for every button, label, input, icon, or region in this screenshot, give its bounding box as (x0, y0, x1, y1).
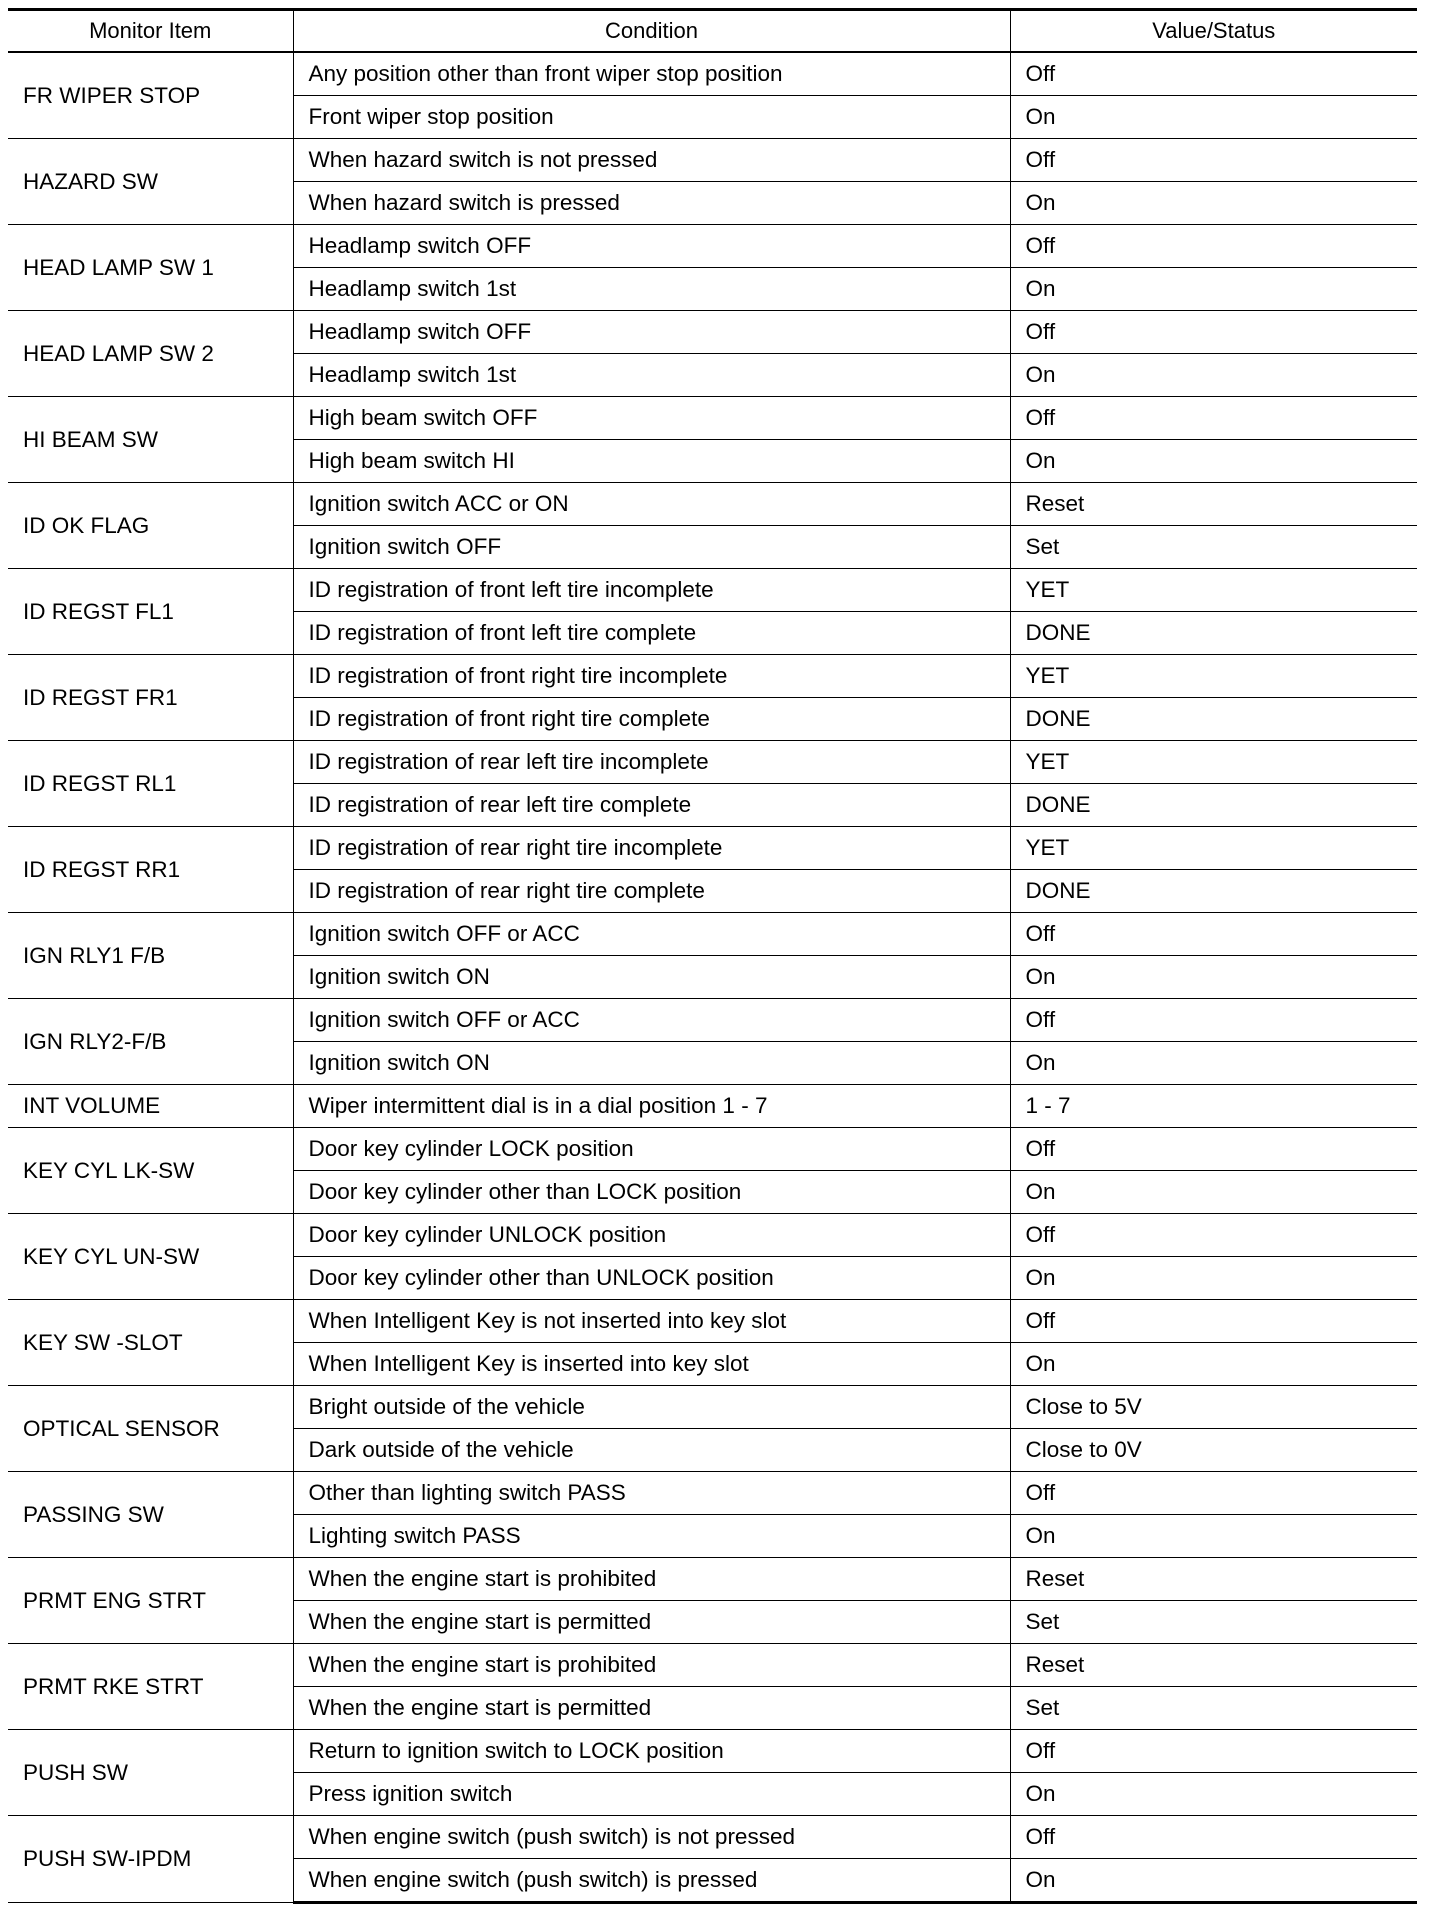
condition-cell: When hazard switch is pressed (293, 182, 1010, 225)
table-row (8, 1816, 1417, 1859)
condition-cell: Ignition switch OFF or ACC (293, 913, 1010, 956)
condition-cell: Front wiper stop position (293, 96, 1010, 139)
value-status-cell: Off (1010, 1214, 1417, 1257)
value-status-cell: Off (1010, 311, 1417, 354)
header-monitor-item: Monitor Item (8, 10, 293, 53)
value-status-cell: Off (1010, 1300, 1417, 1343)
header-condition: Condition (293, 10, 1010, 53)
value-status-cell: On (1010, 956, 1417, 999)
condition-cell: ID registration of rear left tire complete (293, 784, 1010, 827)
value-status-cell: Off (1010, 397, 1417, 440)
monitor-item-cell: ID REGST FL1 (8, 569, 293, 655)
value-status-cell: YET (1010, 827, 1417, 870)
monitor-item-table (8, 8, 1417, 1904)
table-row (8, 1730, 1417, 1773)
condition-cell: When engine switch (push switch) is pressed (293, 1859, 1010, 1903)
monitor-item-cell: ID REGST RL1 (8, 741, 293, 827)
value-status-cell: Off (1010, 1128, 1417, 1171)
value-status-cell: On (1010, 1773, 1417, 1816)
value-status-cell: YET (1010, 741, 1417, 784)
monitor-item-cell: HEAD LAMP SW 2 (8, 311, 293, 397)
table-body (8, 52, 1417, 1903)
condition-cell: When Intelligent Key is inserted into key slot (293, 1343, 1010, 1386)
value-status-cell: Off (1010, 1730, 1417, 1773)
table-row (8, 1558, 1417, 1601)
value-status-cell: Close to 0V (1010, 1429, 1417, 1472)
condition-cell: ID registration of rear right tire complete (293, 870, 1010, 913)
condition-cell: ID registration of front left tire complete (293, 612, 1010, 655)
table-row (8, 397, 1417, 440)
table-row (8, 311, 1417, 354)
condition-cell: Ignition switch OFF (293, 526, 1010, 569)
condition-cell: High beam switch OFF (293, 397, 1010, 440)
table-row (8, 1472, 1417, 1515)
condition-cell: ID registration of rear right tire incomplete (293, 827, 1010, 870)
table-header (8, 10, 1417, 53)
monitor-item-cell: ID REGST FR1 (8, 655, 293, 741)
monitor-item-cell: PRMT RKE STRT (8, 1644, 293, 1730)
monitor-item-cell: INT VOLUME (8, 1085, 293, 1128)
condition-cell: Headlamp switch 1st (293, 268, 1010, 311)
table-row (8, 655, 1417, 698)
value-status-cell: Off (1010, 999, 1417, 1042)
value-status-cell: Close to 5V (1010, 1386, 1417, 1429)
condition-cell: Ignition switch OFF or ACC (293, 999, 1010, 1042)
condition-cell: When the engine start is permitted (293, 1601, 1010, 1644)
condition-cell: Door key cylinder other than LOCK position (293, 1171, 1010, 1214)
table-row (8, 1214, 1417, 1257)
monitor-item-cell: PRMT ENG STRT (8, 1558, 293, 1644)
monitor-item-cell: HAZARD SW (8, 139, 293, 225)
condition-cell: When the engine start is permitted (293, 1687, 1010, 1730)
condition-cell: When Intelligent Key is not inserted into key slot (293, 1300, 1010, 1343)
condition-cell: Ignition switch ON (293, 956, 1010, 999)
condition-cell: Dark outside of the vehicle (293, 1429, 1010, 1472)
condition-cell: Headlamp switch 1st (293, 354, 1010, 397)
value-status-cell: On (1010, 1515, 1417, 1558)
value-status-cell: DONE (1010, 698, 1417, 741)
value-status-cell: On (1010, 1859, 1417, 1903)
value-status-cell: Reset (1010, 1558, 1417, 1601)
monitor-item-cell: KEY CYL UN-SW (8, 1214, 293, 1300)
value-status-cell: DONE (1010, 612, 1417, 655)
value-status-cell: On (1010, 268, 1417, 311)
header-value-status: Value/Status (1010, 10, 1417, 53)
value-status-cell: Off (1010, 139, 1417, 182)
condition-cell: Lighting switch PASS (293, 1515, 1010, 1558)
condition-cell: Press ignition switch (293, 1773, 1010, 1816)
condition-cell: Ignition switch ACC or ON (293, 483, 1010, 526)
value-status-cell: Off (1010, 225, 1417, 268)
table-row (8, 827, 1417, 870)
monitor-item-cell: ID REGST RR1 (8, 827, 293, 913)
value-status-cell: Set (1010, 1601, 1417, 1644)
value-status-cell: On (1010, 182, 1417, 225)
value-status-cell: Off (1010, 1816, 1417, 1859)
monitor-item-cell: PASSING SW (8, 1472, 293, 1558)
table-row (8, 913, 1417, 956)
value-status-cell: Set (1010, 1687, 1417, 1730)
value-status-cell: 1 - 7 (1010, 1085, 1417, 1128)
condition-cell: When the engine start is prohibited (293, 1558, 1010, 1601)
value-status-cell: YET (1010, 655, 1417, 698)
monitor-item-cell: HEAD LAMP SW 1 (8, 225, 293, 311)
value-status-cell: On (1010, 1343, 1417, 1386)
condition-cell: Door key cylinder UNLOCK position (293, 1214, 1010, 1257)
monitor-item-cell: KEY CYL LK-SW (8, 1128, 293, 1214)
monitor-item-cell: PUSH SW-IPDM (8, 1816, 293, 1903)
table-row (8, 225, 1417, 268)
condition-cell: Any position other than front wiper stop position (293, 52, 1010, 96)
condition-cell: When the engine start is prohibited (293, 1644, 1010, 1687)
condition-cell: ID registration of front right tire incomplete (293, 655, 1010, 698)
value-status-cell: YET (1010, 569, 1417, 612)
value-status-cell: On (1010, 1171, 1417, 1214)
condition-cell: When hazard switch is not pressed (293, 139, 1010, 182)
value-status-cell: DONE (1010, 870, 1417, 913)
value-status-cell: On (1010, 354, 1417, 397)
table-row (8, 1386, 1417, 1429)
monitor-item-cell: IGN RLY1 F/B (8, 913, 293, 999)
value-status-cell: Off (1010, 1472, 1417, 1515)
value-status-cell: Reset (1010, 483, 1417, 526)
condition-cell: Wiper intermittent dial is in a dial position 1 - 7 (293, 1085, 1010, 1128)
condition-cell: Headlamp switch OFF (293, 225, 1010, 268)
table-row (8, 139, 1417, 182)
value-status-cell: On (1010, 1042, 1417, 1085)
table-row (8, 1085, 1417, 1128)
monitor-item-cell: OPTICAL SENSOR (8, 1386, 293, 1472)
monitor-item-cell: ID OK FLAG (8, 483, 293, 569)
value-status-cell: On (1010, 96, 1417, 139)
value-status-cell: Set (1010, 526, 1417, 569)
table-row (8, 569, 1417, 612)
value-status-cell: DONE (1010, 784, 1417, 827)
condition-cell: Door key cylinder other than UNLOCK position (293, 1257, 1010, 1300)
condition-cell: High beam switch HI (293, 440, 1010, 483)
monitor-item-cell: HI BEAM SW (8, 397, 293, 483)
condition-cell: Return to ignition switch to LOCK position (293, 1730, 1010, 1773)
value-status-cell: Reset (1010, 1644, 1417, 1687)
monitor-item-cell: FR WIPER STOP (8, 52, 293, 139)
condition-cell: When engine switch (push switch) is not pressed (293, 1816, 1010, 1859)
monitor-item-cell: PUSH SW (8, 1730, 293, 1816)
header-row (8, 10, 1417, 53)
condition-cell: Other than lighting switch PASS (293, 1472, 1010, 1515)
table-row (8, 52, 1417, 96)
table-row (8, 483, 1417, 526)
condition-cell: Headlamp switch OFF (293, 311, 1010, 354)
table-row (8, 1644, 1417, 1687)
table-row (8, 1128, 1417, 1171)
value-status-cell: Off (1010, 913, 1417, 956)
condition-cell: ID registration of front left tire incomplete (293, 569, 1010, 612)
table-row (8, 741, 1417, 784)
condition-cell: ID registration of rear left tire incomplete (293, 741, 1010, 784)
value-status-cell: On (1010, 1257, 1417, 1300)
condition-cell: Bright outside of the vehicle (293, 1386, 1010, 1429)
condition-cell: Door key cylinder LOCK position (293, 1128, 1010, 1171)
table-row (8, 999, 1417, 1042)
value-status-cell: On (1010, 440, 1417, 483)
value-status-cell: Off (1010, 52, 1417, 96)
monitor-item-cell: IGN RLY2-F/B (8, 999, 293, 1085)
condition-cell: ID registration of front right tire complete (293, 698, 1010, 741)
monitor-item-cell: KEY SW -SLOT (8, 1300, 293, 1386)
condition-cell: Ignition switch ON (293, 1042, 1010, 1085)
table-row (8, 1300, 1417, 1343)
